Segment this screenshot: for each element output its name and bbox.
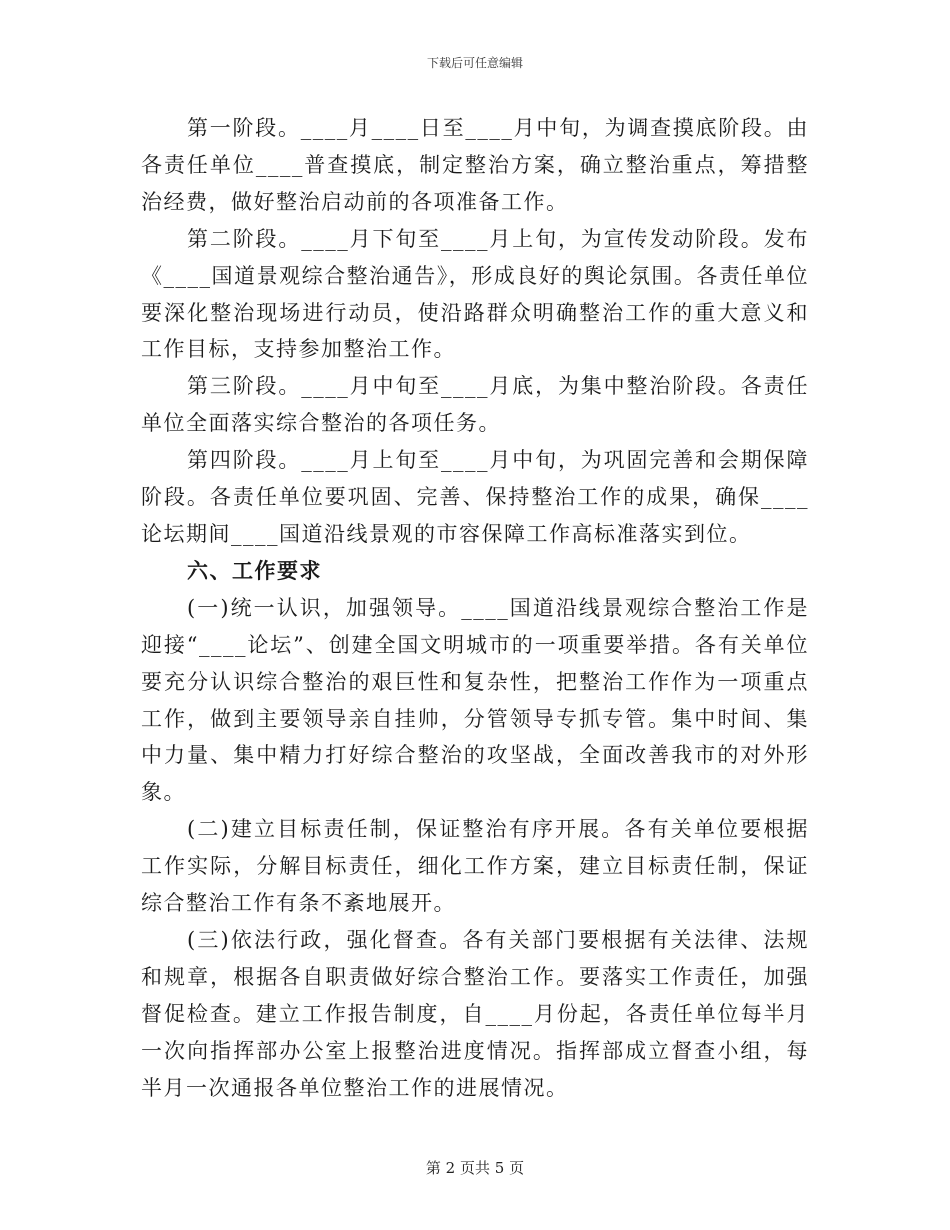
page-footer: 第 2 页共 5 页 xyxy=(425,1159,525,1177)
paragraph-requirement-3: (三)依法行政，强化督查。各有关部门要根据有关法律、法规和规章，根据各自职责做好综合整治工作。要落实工作责任，加强督促检查。建立工作报告制度，自____月份起，各责任单位每半月一次向指挥部办公室上报整治进度情况。指挥部成立督查小组，每半月一次通报各单位整治工作的进展情况。 xyxy=(141,927,809,1100)
paragraph-requirement-1: (一)统一认识，加强领导。____国道沿线景观综合整治工作是迎接“____论坛”、创建全国文明城市的一项重要举措。各有关单位要充分认识综合整治的艰巨性和复杂性，把整治工作作为一项重点工作，做到主要领导亲自挂帅，分管领导专抓专管。集中时间、集中力量、集中精力打好综合整治的攻坚战，全面改善我市的对外形象。 xyxy=(141,595,809,805)
paragraph-stage-1: 第一阶段。____月____日至____月中旬，为调查摸底阶段。由各责任单位____普查摸底，制定整治方案，确立整治重点，筹措整治经费，做好整治启动前的各项准备工作。 xyxy=(141,116,809,214)
paragraph-stage-4: 第四阶段。____月上旬至____月中旬，为巩固完善和会期保障阶段。各责任单位要巩固、完善、保持整治工作的成果，确保____论坛期间____国道沿线景观的市容保障工作高标准落实到位。 xyxy=(141,448,809,546)
section-heading: 六、工作要求 xyxy=(187,558,322,583)
document-body xyxy=(141,110,809,1106)
page-header: 下载后可任意编辑 xyxy=(426,56,523,70)
paragraph-stage-2: 第二阶段。____月下旬至____月上旬，为宣传发动阶段。发布《____国道景观综合整治通告》，形成良好的舆论氛围。各责任单位要深化整治现场进行动员，使沿路群众明确整治工作的重大意义和工作目标，支持参加整治工作。 xyxy=(141,226,809,362)
paragraph-requirement-2: (二)建立目标责任制，保证整治有序开展。各有关单位要根据工作实际，分解目标责任，细化工作方案，建立目标责任制，保证综合整治工作有条不紊地展开。 xyxy=(141,817,809,916)
paragraph-stage-3: 第三阶段。____月中旬至____月底，为集中整治阶段。各责任单位全面落实综合整治的各项任务。 xyxy=(141,374,809,436)
